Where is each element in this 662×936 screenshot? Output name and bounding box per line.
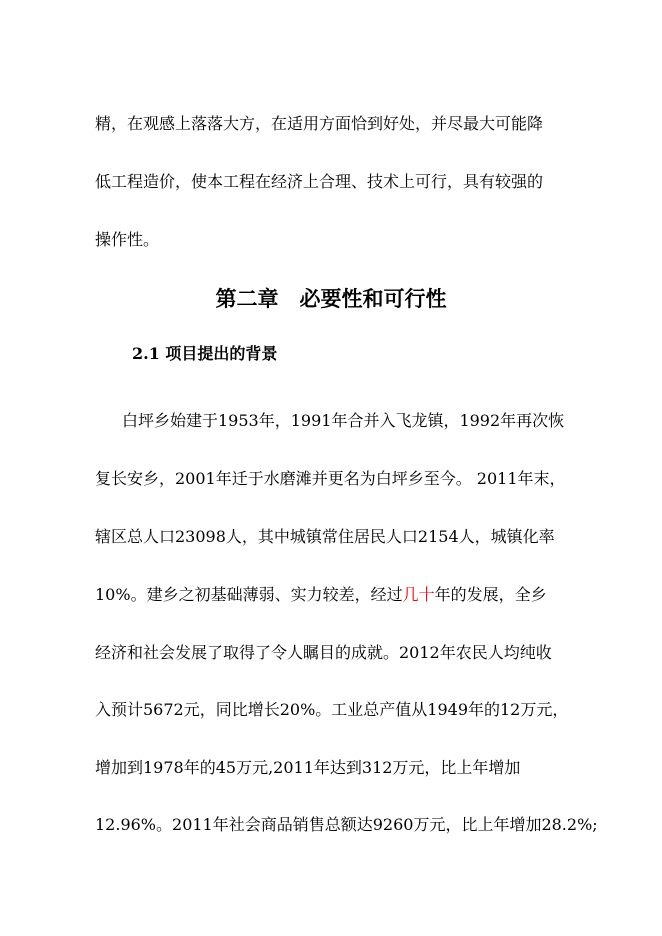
chapter-title: 第二章 必要性和可行性 [215, 286, 447, 311]
paragraph-line-5: 经济和社会发展了取得了令人瞩目的成就。2012年农民人均纯收 [95, 643, 552, 662]
paragraph-line-3: 辖区总人口23098人，其中城镇常住居民人口2154人，城镇化率 [95, 527, 555, 546]
section-heading: 2.1 项目提出的背景 [132, 344, 278, 363]
continuation-line-3: 操作性。 [95, 230, 160, 249]
paragraph-line-4-end: 年的发展，全乡 [434, 585, 547, 604]
continuation-line-2: 低工程造价，使本工程在经济上合理、技术上可行，具有较强的 [95, 172, 544, 191]
paragraph-line-6: 入预计5672元，同比增长20%。工业总产值从1949年的12万元， [95, 700, 569, 719]
paragraph-line-8: 12.96%。2011年社会商品销售总额达9260万元，比上年增加28.2%; [95, 815, 598, 834]
paragraph-line-2: 复长安乡，2001年迁于水磨滩并更名为白坪乡至今。 2011年末， [95, 469, 566, 488]
paragraph-line-4 [95, 585, 547, 605]
continuation-line-1: 精，在观感上落落大方，在适用方面恰到好处，并尽最大可能降 [95, 114, 544, 133]
paragraph-line-1: 白坪乡始建于1953年，1991年合并入飞龙镇，1992年再次恢 [122, 411, 565, 430]
paragraph-line-7: 增加到1978年的45万元,2011年达到312万元，比上年增加 [95, 758, 521, 777]
paragraph-line-4-start: 10%。建乡之初基础薄弱、实力较差，经过 [95, 585, 403, 604]
highlighted-text: 几十 [402, 585, 435, 604]
